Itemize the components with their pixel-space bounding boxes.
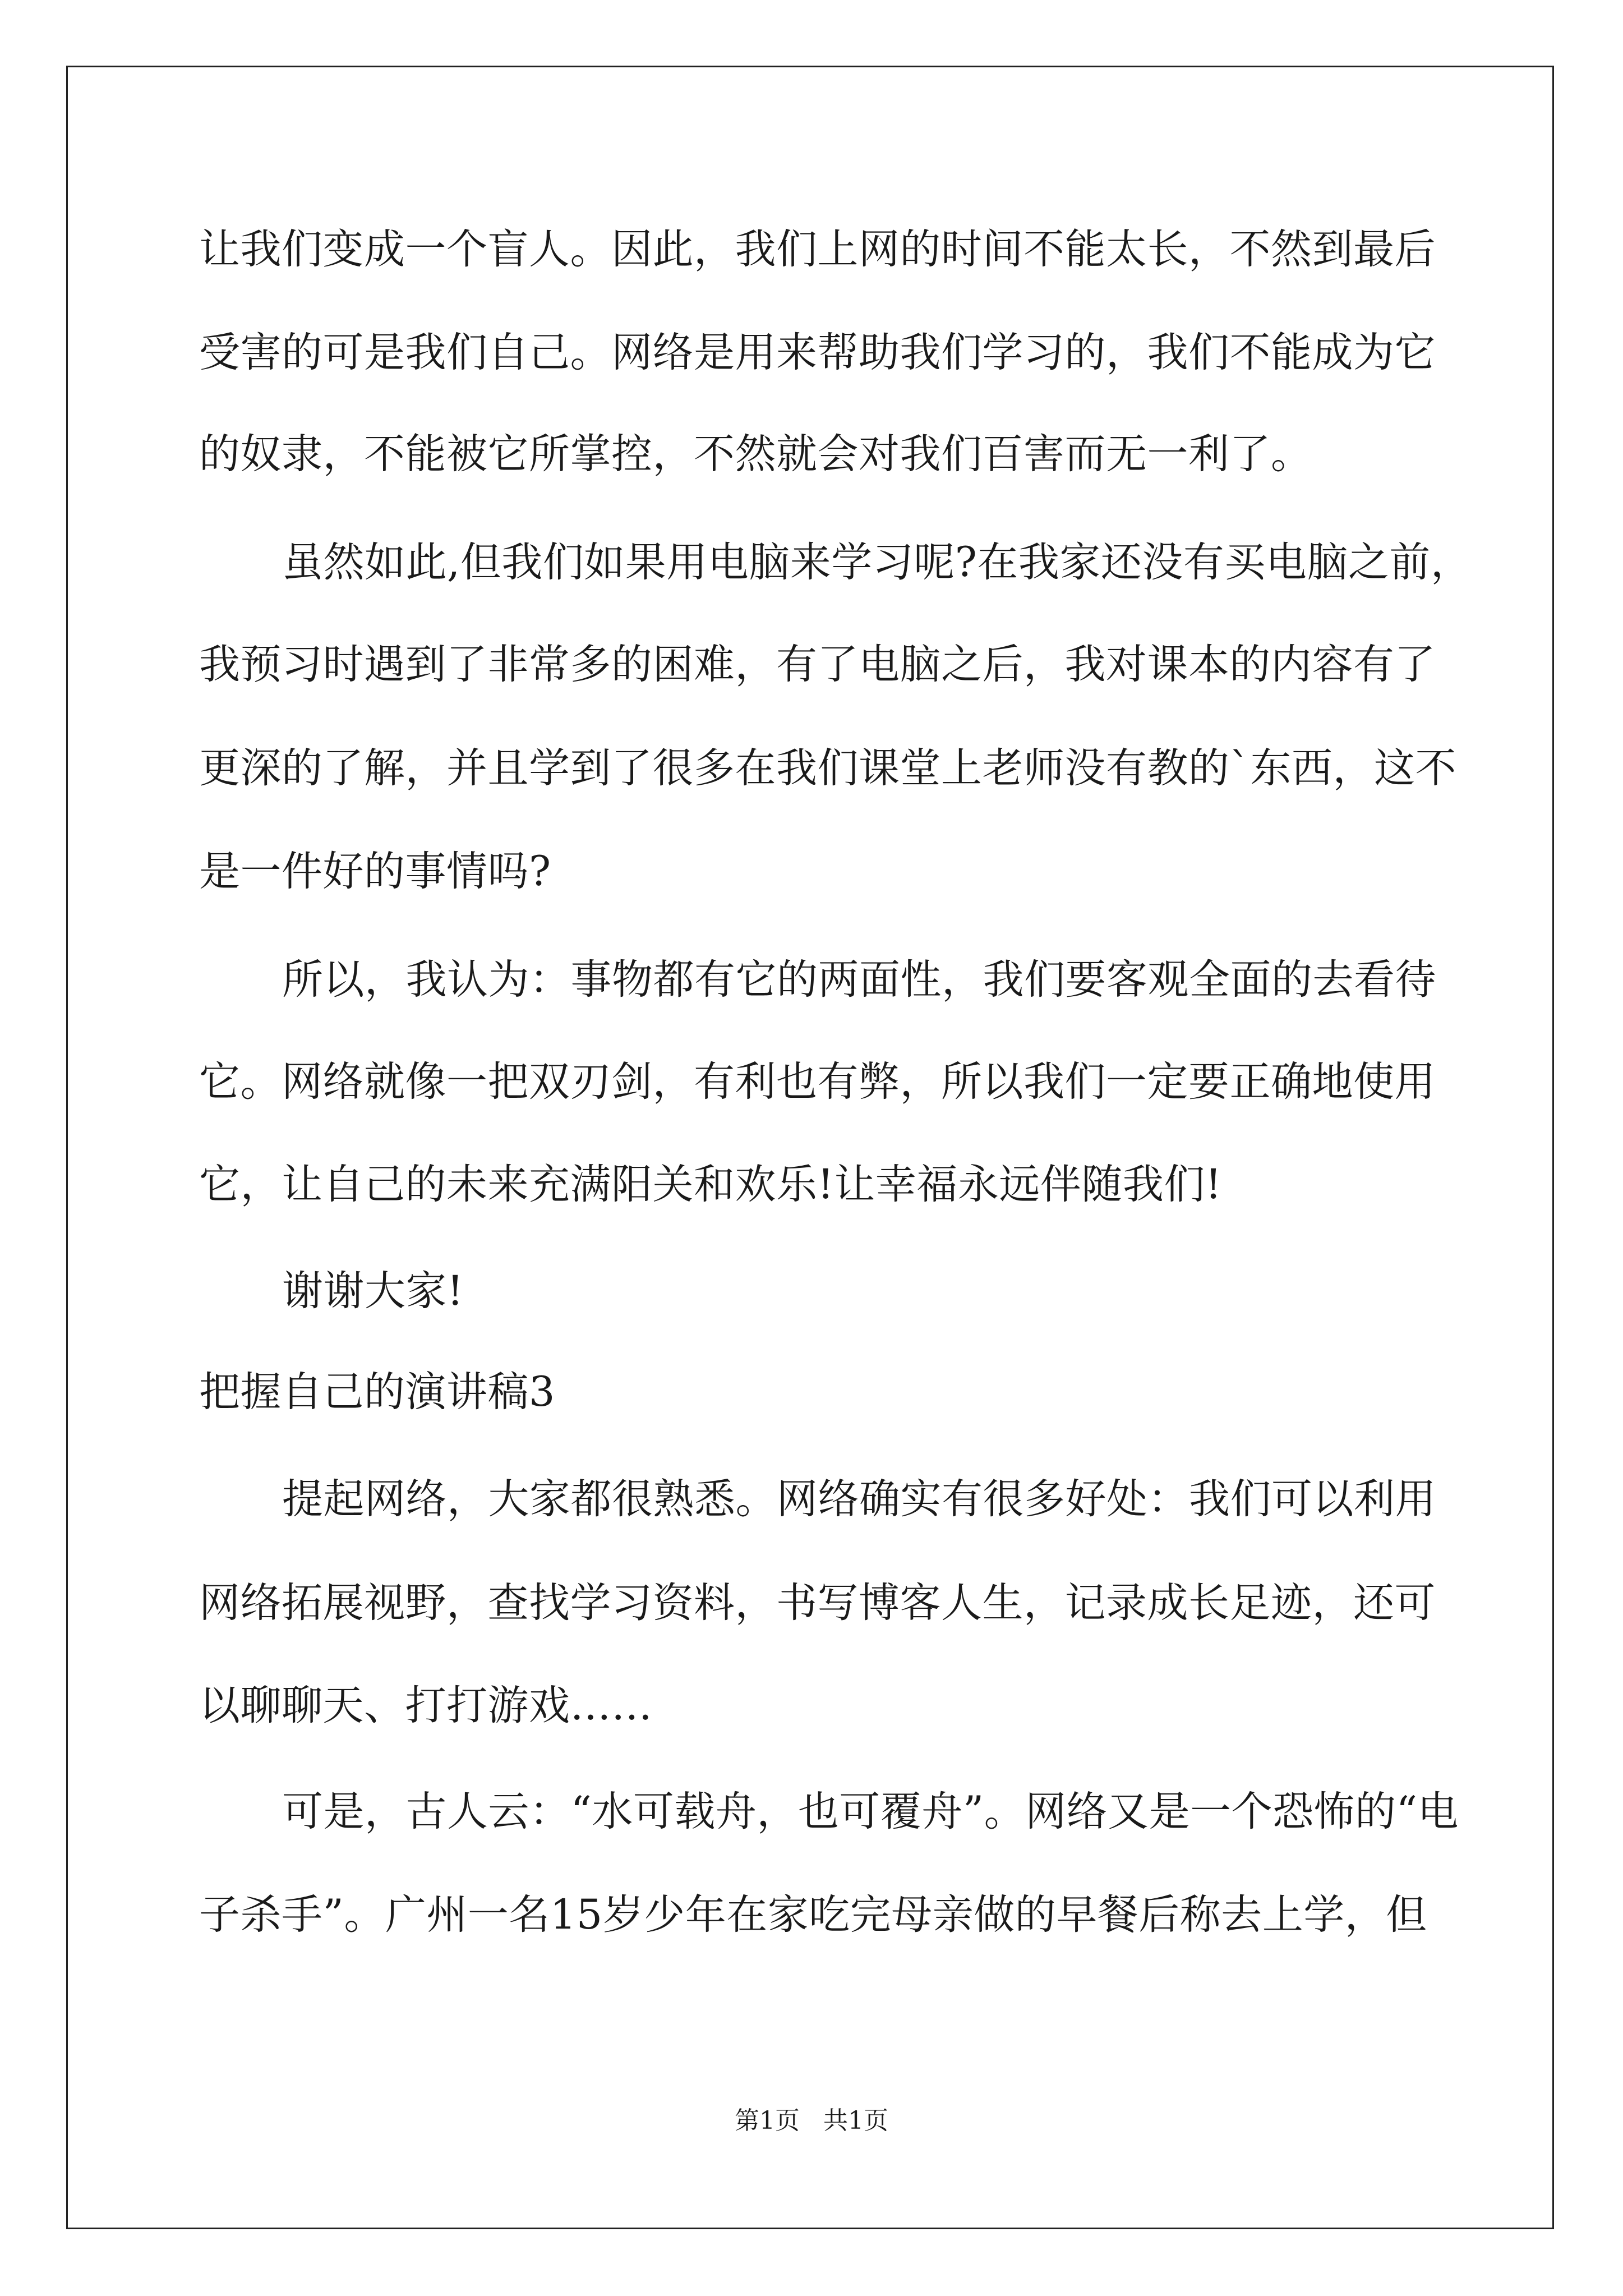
text-line: 以聊聊天、打打游戏…… <box>199 1682 653 1729</box>
paragraph-start-line: 所以，我认为：事物都有它的两面性，我们要客观全面的去看待 <box>282 956 1436 1004</box>
text-line: 是一件好的事情吗? <box>199 848 551 895</box>
text-line: 更深的了解，并且学到了很多在我们课堂上老师没有教的`东西，这不 <box>199 744 1456 792</box>
text-line: 的奴隶，不能被它所掌控，不然就会对我们百害而无一利了。 <box>199 430 1312 478</box>
text-line: 它。网络就像一把双刃剑，有利也有弊，所以我们一定要正确地使用 <box>199 1058 1436 1106</box>
text-line: 我预习时遇到了非常多的困难，有了电脑之后，我对课本的内容有了 <box>199 641 1436 688</box>
page-footer <box>0 2101 1623 2141</box>
paragraph-start-line: 可是，古人云：“水可载舟，也可覆舟”。网络又是一个恐怖的“电 <box>282 1788 1459 1835</box>
text-line: 网络拓展视野，查找学习资料，书写博客人生，记录成长足迹，还可 <box>199 1579 1436 1627</box>
page-number: 第1页 <box>735 2106 800 2135</box>
text-line: 子杀手”。广州一名15岁少年在家吃完母亲做的早餐后称去上学，但 <box>199 1891 1427 1939</box>
text-line: 让我们变成一个盲人。因此，我们上网的时间不能太长，不然到最后 <box>199 226 1436 273</box>
paragraph-start-line: 谢谢大家! <box>282 1267 464 1315</box>
paragraph-start-line: 虽然如此,但我们如果用电脑来学习呢?在我家还没有买电脑之前， <box>282 539 1472 586</box>
section-heading: 把握自己的演讲稿3 <box>199 1368 555 1416</box>
text-line: 受害的可是我们自己。网络是用来帮助我们学习的，我们不能成为它 <box>199 329 1436 376</box>
paragraph-start-line: 提起网络，大家都很熟悉。网络确实有很多好处：我们可以利用 <box>282 1475 1436 1523</box>
text-line: 它，让自己的未来充满阳关和欢乐!让幸福永远伴随我们! <box>199 1161 1222 1208</box>
total-pages: 共1页 <box>823 2106 888 2135</box>
